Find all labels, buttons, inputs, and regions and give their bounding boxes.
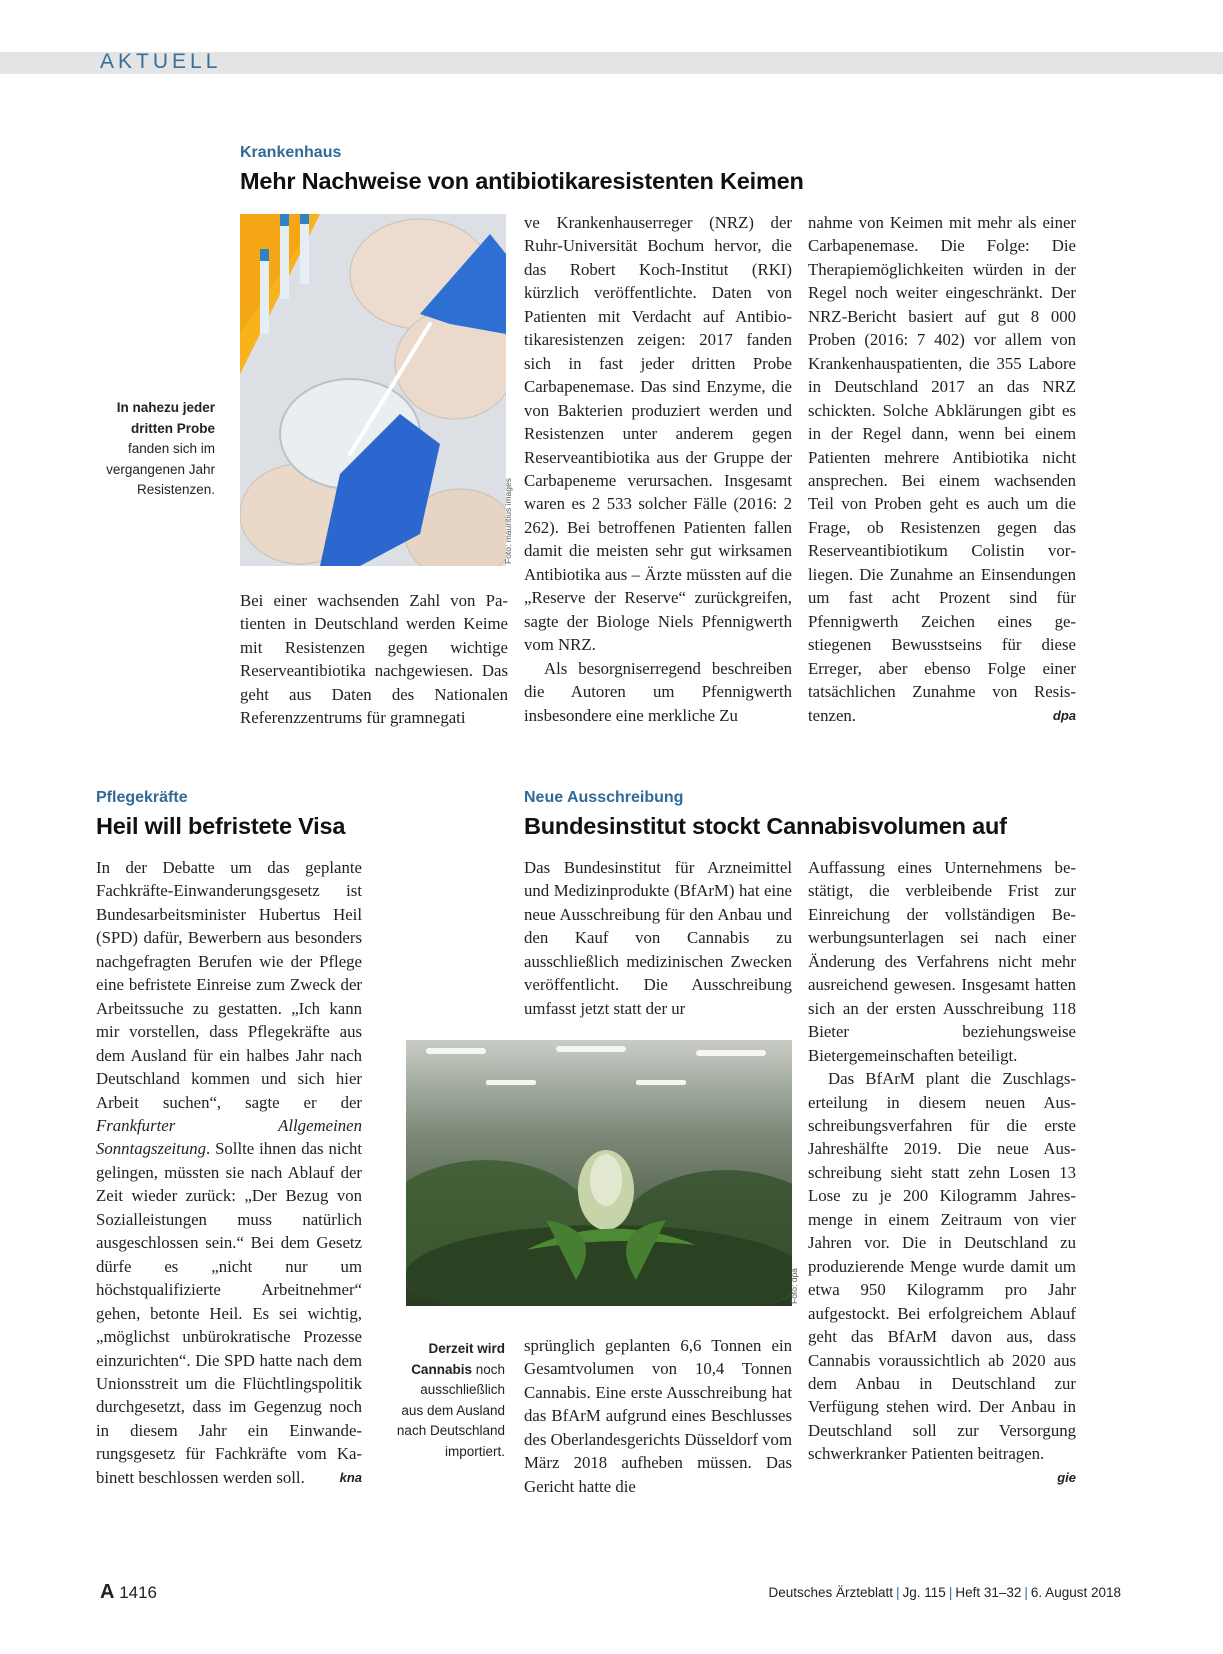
article3-headline: Bundesinstitut stockt Cannabisvolumen auf bbox=[524, 813, 1007, 839]
journal-footer: Deutsches Ärzteblatt | Jg. 115 | Heft 31–32 | 6. August 2018 bbox=[768, 1585, 1121, 1600]
cannabis-photo bbox=[406, 1040, 792, 1306]
article3-kicker: Neue Ausschreibung bbox=[524, 789, 684, 806]
article1-kicker: Krankenhaus bbox=[240, 144, 342, 161]
article2-column: In der Debatte um das geplante Fachkräfte-Einwanderungsgesetz ist Bundesarbeitsminister Hubertus Heil (SPD) dafür, Bewerbern aus besonders nachgefragten Berufen wie der Pflege eine befristete Einreise zum Zweck der Arbeitssuche zu gestatten. „Ich kann mir vorstellen, dass Pflegekräfte aus dem Ausland für ein halbes Jahr nach Deutschland kommen und sich hier Arbeit suchen“, sagte er der Frankfurter Allgemeinen Sonntagszeitung. Sollte ihnen das nicht gelingen, müssten sie nach Ablauf der Zeit wieder zurück: „Der Bezug von Sozialleistungen muss natürlich ausgeschlossen sein.“ Bei dem Gesetz dürfe es „nicht nur um höchstqualifizierte Arbeitnehmer“ gehen, betonte Heil. Es sei wichtig, „möglichst unbürokratische Prozesse einzurichten“. Die SPD hatte nach dem Unionsstreit um die Flüchtlingspolitik durchgesetzt, dass im Gegenzug noch in diesem Jahr ein Einwanderungsgesetz für Fachkräfte vom Kabinett beschlossen werden soll. kna bbox=[96, 856, 362, 1489]
article3-photo-credit: Foto: dpa bbox=[789, 1268, 799, 1304]
article1-signature: dpa bbox=[1052, 707, 1076, 723]
article1-caption: In nahezu jeder dritten Probe fanden sich im vergangenen Jahr Resistenzen. bbox=[106, 400, 215, 497]
article2-kicker: Pflegekräfte bbox=[96, 789, 188, 806]
article2-headline: Heil will befristete Visa bbox=[96, 813, 346, 839]
article3-column-1-top: Das Bundesinstitut für Arzneimittel und Medizinprodukte (BfArM) hat eine neue Ausschreibung für den Anbau und den Kauf von Cannabis zu ausschließlich medizinischen Zwecken veröffentlicht. Die Ausschreibung umfasst jetzt statt der ur bbox=[524, 858, 792, 1018]
article3-caption: Derzeit wird Cannabis noch ausschließlich aus dem Ausland nach Deutschland importiert. bbox=[396, 1341, 505, 1459]
page-number: A 1416 bbox=[100, 1581, 158, 1603]
article1-column-3: nahme von Keimen mit mehr als einer Carbapenemase. Die Folge: Die Therapiemöglichkeiten würden in der Regel noch weiter eingeschränkt. Der NRZ-Bericht basiert auf gut 8 000 Proben (2016: 7 402) vor allem von Krankenhauspatienten, die 355 Labore in Deutschland 2017 an das NRZ schickten. Solche Abklärungen gibt es in der Regel dann, wenn bei einem Patienten mehrere Antibiotika nicht ansprechen. Bei einem wachsenden Teil von Proben geht es auch um die Frage, ob Resistenzen gegen das Reserveantibiotikum Colistin vorliegen. Die Zunahme an Einsendungen um fast acht Prozent sind für Pfennigwerth Zeichen eines gestiegenen Bewusstseins für diese Erreger, aber ebenso Folge einer tatsächlichen Zunahme von Resistenzen. dpa bbox=[808, 211, 1076, 727]
lab-photo-illustration bbox=[240, 214, 506, 566]
article1-headline: Mehr Nachweise von antibiotikaresistenten Keimen bbox=[240, 168, 804, 194]
article3-column-2: Auffassung eines Unternehmens bestätigt, die verbleibende Frist zur Einreichung der vollständigen Bewerbungsunterlagen sei nach einer Änderung des Verfahrens nicht mehr ausreichend gewesen. Insgesamt hatten sich an der ersten Ausschreibung 118 Bieter beziehungsweise Bietergemeinschaften beteiligt. Das BfArM plant die Zuschlagserteilung in diesem neuen Ausschreibungsverfahren für die erste Jahreshälfte 2019. Die neue Ausschreibung sieht statt zehn Losen 13 Lose zu je 200 Kilogramm Jahresmenge in einem Zeitraum von vier Jahren vor. Die in Deutschland zu produzierende Menge wurde damit um etwa 950 Kilogramm pro Jahr aufgestockt. Bei erfolgreichem Ablauf geht das BfArM davon aus, dass Cannabis voraussichtlich ab 2020 aus dem Anbau in Deutschland zur Verfügung stehen wird. Der Anbau in Deutschland soll zur Versorgung schwerkranker Patienten beitragen. gie bbox=[808, 856, 1076, 1489]
section-label: AKTUELL bbox=[100, 50, 222, 73]
article1-column-1: Bei einer wachsenden Zahl von Patienten in Deutschland werden Keime mit Resistenzen gegen wichtige Reserveantibiotika nachgewiesen. Das geht aus Daten des Nationalen Referenzzentrums für gramnegati bbox=[240, 591, 508, 728]
lab-photo bbox=[240, 214, 506, 566]
cannabis-photo-illustration bbox=[406, 1040, 792, 1306]
article3-column-1-bottom: sprünglich geplanten 6,6 Tonnen ein Gesamtvolumen von 10,4 Tonnen Cannabis. Eine erste Ausschreibung hat das BfArM aufgrund eines Beschlusses des Oberlandesgerichts Düsseldorf vom März 2018 aufheben müssen. Das Gericht hatte die bbox=[524, 1336, 792, 1496]
article3-signature: gie bbox=[1057, 1469, 1076, 1485]
article1-photo-credit: Foto: mauritius images bbox=[503, 478, 513, 564]
article2-signature: kna bbox=[339, 1469, 362, 1485]
article1-column-2: ve Krankenhauserreger (NRZ) der Ruhr-Universität Bochum hervor, die das Robert Koch-Institut (RKI) kürzlich veröffentlichte. Daten von Patienten mit Verdacht auf Antibiotikaresistenzen zeigen: 2017 fanden sich in fast jeder dritten Probe Carbapenemase. Das sind Enzyme, die von Bakterien produziert werden und Resistenzen unter anderem gegen Reserveantibiotika aus der Gruppe der Carbapeneme verursachen. Insgesamt waren es 2 533 solcher Fälle (2016: 2 262). Bei betroffenen Patienten fallen damit die meisten sehr gut wirksamen Antibiotika aus – Ärzte müssten auf die „Reserve der Reserve“ zurückgreifen, sagte der Biologe Niels Pfennigwerth vom NRZ. Als besorgniserregend beschreiben die Autoren um Pfennigwerth insbesondere eine merkliche Zu bbox=[524, 213, 792, 725]
